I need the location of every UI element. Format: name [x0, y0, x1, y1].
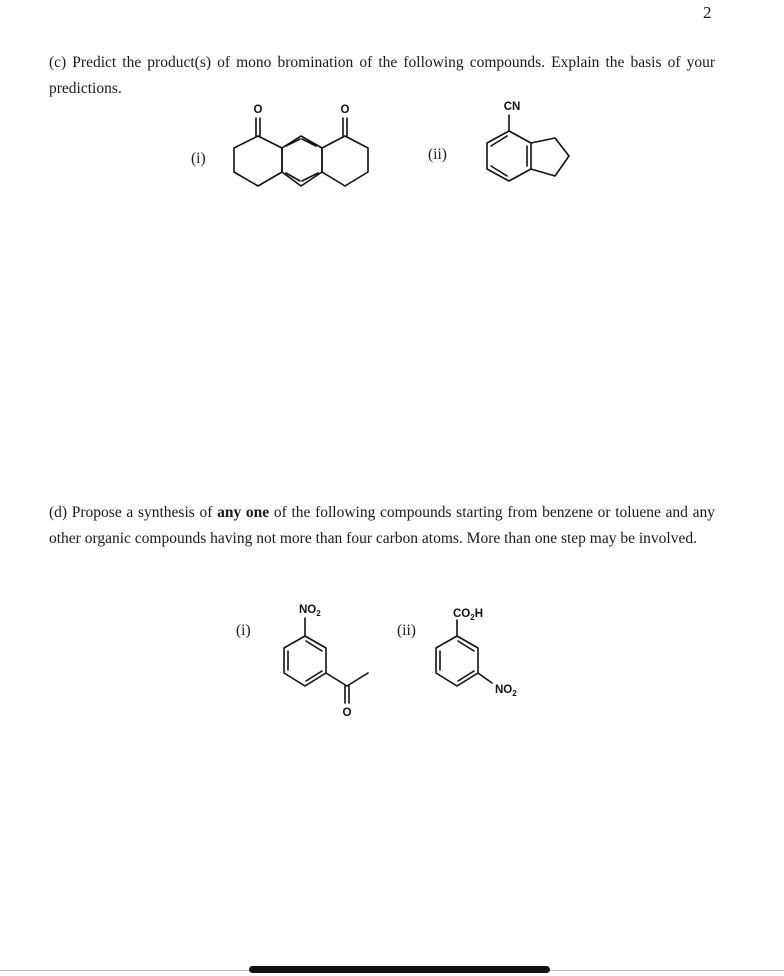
compound-d-ii-structure: [436, 620, 492, 686]
compound-d-ii-carboxyl-tail: H: [474, 608, 484, 620]
indane-benzene-ring: [487, 131, 531, 181]
question-d-text-start: (d) Propose a synthesis of: [49, 504, 218, 521]
indane-double-bond-2: [491, 166, 507, 176]
compound-c-ii-cyano-label: CN: [503, 101, 521, 113]
nitro-attachment-bond: [478, 673, 492, 683]
compound-d-i-structure: [284, 618, 368, 703]
compound-c-i-structure: [234, 118, 368, 186]
compound-d-i-nitro-label: [299, 604, 321, 618]
question-d-label-ii: (ii): [397, 622, 416, 639]
question-c-label-i: (i): [191, 150, 206, 167]
ring-double-bond-2: [306, 641, 322, 651]
question-c-text: (c) Predict the product(s) of mono bromination of the following compounds. Explain the basis of your predictions.: [49, 54, 715, 97]
question-d-text-end: of the following compounds starting from benzene or toluene and any other organic compounds having not more than four carbon atoms. More than one step may be involved.: [49, 504, 715, 547]
nitrobenzoic-acid-ring: [436, 636, 478, 686]
left-cyclohexanone-ring: [234, 136, 282, 186]
compound-d-i-nitro-subscript: 2: [316, 609, 321, 618]
right-cyclohexanone-ring: [322, 136, 368, 186]
compound-c-i-oxygen-right: O: [340, 104, 350, 116]
compound-c-i-oxygen-left: O: [253, 104, 263, 116]
indane-double-bond-1: [491, 136, 507, 146]
compound-d-ii-carboxyl-main: CO: [453, 608, 471, 620]
compound-d-ii-nitro-main: NO: [495, 684, 513, 696]
acyl-attachment-bond: [326, 673, 347, 686]
question-d-text-emphasis: any one: [217, 504, 270, 521]
aromatic-double-bond-1: [286, 139, 300, 146]
nitroacetophenone-ring: [284, 636, 326, 686]
compound-c-ii-structure: [487, 115, 569, 181]
question-c-label-ii: (ii): [428, 146, 447, 163]
home-indicator-bar[interactable]: [249, 966, 550, 973]
indane-cyclopentane-ring: [531, 138, 569, 176]
ring-double-bond-2: [458, 641, 474, 651]
compound-d-ii-nitro-subscript: 2: [512, 689, 517, 698]
compound-d-ii-carboxyl-label: [453, 608, 483, 622]
compound-d-i-oxygen-label: O: [342, 707, 352, 719]
compound-d-i-nitro-main: NO: [299, 604, 317, 616]
compound-d-ii-nitro-label: [495, 684, 517, 698]
acyl-methyl-bond: [347, 673, 368, 686]
compound-d-ii-carboxyl-subscript: 2: [470, 613, 475, 622]
question-d-label-i: (i): [236, 622, 251, 639]
page-number: 2: [703, 3, 712, 22]
central-benzene-ring: [282, 136, 322, 186]
